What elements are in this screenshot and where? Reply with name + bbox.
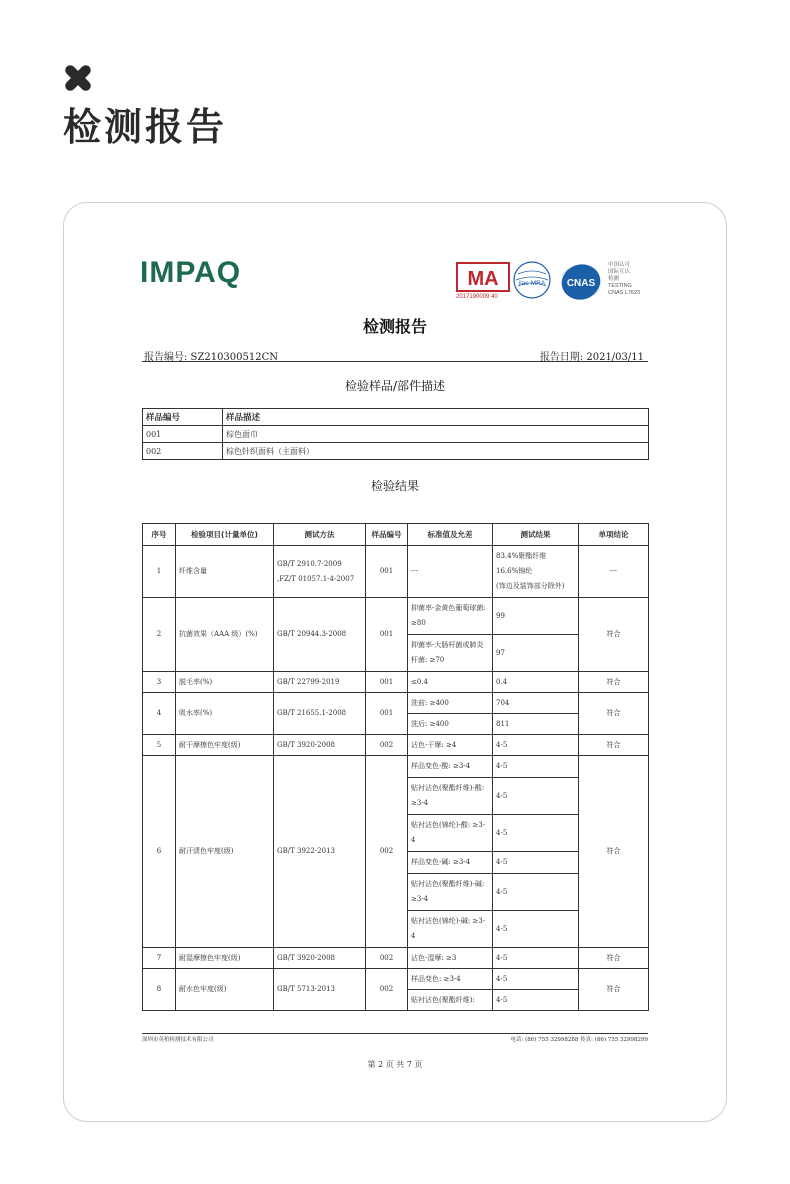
cnas-logo (560, 262, 602, 302)
table-cell: 棕色针织面料（主面料） (223, 443, 649, 460)
row-number: 7 (143, 948, 176, 969)
test-item: 耐汗渍色牢度(级) (176, 756, 274, 948)
test-result: 4-5 (493, 756, 579, 778)
test-result: 99 (493, 598, 579, 635)
page-title: 检测报告 (63, 105, 228, 149)
ilac-mra-logo (512, 260, 552, 300)
table-row (143, 948, 649, 969)
test-result: 4-5 (493, 969, 579, 990)
standard-value: 洗前: ≥400 (408, 693, 493, 714)
sample-number: 001 (366, 546, 408, 598)
conclusion: 符合 (579, 693, 649, 735)
result-section-title: 检验结果 (370, 479, 419, 493)
standard-value: --- (408, 546, 493, 598)
test-result (493, 546, 579, 598)
row-number: 1 (143, 546, 176, 598)
conclusion: 符合 (579, 735, 649, 756)
table-row (143, 969, 649, 990)
row-number: 6 (143, 756, 176, 948)
sample-number: 002 (366, 756, 408, 948)
test-result: 4-5 (493, 911, 579, 948)
report-date: 报告日期: 2021/03/11 (539, 352, 644, 363)
table-header: 序号 (143, 524, 176, 546)
table-row (143, 598, 649, 635)
table-row (143, 672, 649, 693)
test-result: 4-5 (493, 874, 579, 911)
test-result: 704 (493, 693, 579, 714)
conclusion: 符合 (579, 969, 649, 1011)
result-line: 16.6%锦纶 (496, 567, 533, 575)
cma-logo (456, 260, 510, 294)
row-number: 5 (143, 735, 176, 756)
test-item: 吸水率(%) (176, 693, 274, 735)
table-row (143, 426, 649, 443)
document-title: 检测报告 (362, 317, 427, 336)
conclusion: 符合 (579, 598, 649, 672)
standard-value: 贴衬沾色(锦纶)-酸: ≥3-4 (408, 815, 493, 852)
test-method: GB/T 22799-2019 (274, 672, 366, 693)
sample-number: 001 (366, 693, 408, 735)
report-number: 报告编号: SZ210300512CN (144, 352, 279, 363)
row-number: 4 (143, 693, 176, 735)
cma-label: MA (467, 268, 499, 290)
test-result: 4-5 (493, 778, 579, 815)
table-header-row (143, 524, 649, 546)
report-info-line (142, 347, 648, 362)
table-header: 样品描述 (223, 409, 649, 426)
test-method: GB/T 3920-2008 (274, 948, 366, 969)
table-row (143, 693, 649, 714)
sample-table (142, 408, 649, 460)
footer-contact: 电话: (86) 755 32998288 传真: (86) 755 32998299 (510, 1037, 648, 1043)
test-method: GB/T 21655.1-2008 (274, 693, 366, 735)
test-item: 耐水色牢度(级) (176, 969, 274, 1011)
standard-value: 贴衬沾色(聚酯纤维)-酸: ≥3-4 (408, 778, 493, 815)
test-result: 4-5 (493, 948, 579, 969)
standard-value: 样品变色-酸: ≥3-4 (408, 756, 493, 778)
close-x-icon (64, 64, 92, 92)
table-header: 检验项目(计量单位) (176, 524, 274, 546)
table-row (143, 735, 649, 756)
table-header: 样品编号 (366, 524, 408, 546)
sample-number: 001 (366, 672, 408, 693)
table-cell: 002 (143, 443, 223, 460)
conclusion: --- (579, 546, 649, 598)
table-header: 样品编号 (143, 409, 223, 426)
standard-value: ≤0.4 (408, 672, 493, 693)
standard-value: 沾色-湿摩: ≥3 (408, 948, 493, 969)
conclusion: 符合 (579, 948, 649, 969)
test-item: 耐干摩擦色牢度(级) (176, 735, 274, 756)
test-item: 抗菌效果（AAA 级）(%) (176, 598, 274, 672)
page-number: 第 2 页 共 7 页 (367, 1060, 423, 1069)
test-result: 0.4 (493, 672, 579, 693)
result-table (142, 523, 649, 1011)
standard-value: 洗后: ≥400 (408, 714, 493, 735)
test-result: 97 (493, 635, 579, 672)
ilac-label: ilac-MRA (518, 280, 546, 287)
table-header: 标准值及允差 (408, 524, 493, 546)
standard-value: 贴衬沾色(聚酯纤维)-碱: ≥3-4 (408, 874, 493, 911)
sample-number: 002 (366, 969, 408, 1011)
test-method: GB/T 2910.7-2009 ,FZ/T 01057.1-4-2007 (274, 546, 366, 598)
row-number: 2 (143, 598, 176, 672)
sample-number: 002 (366, 948, 408, 969)
result-line: 83.4%聚酯纤维 (496, 552, 547, 560)
test-item: 耐湿摩擦色牢度(级) (176, 948, 274, 969)
sample-number: 001 (366, 598, 408, 672)
standard-value: 沾色-干摩: ≥4 (408, 735, 493, 756)
table-row (143, 756, 649, 778)
test-method: GB/T 20944.3-2008 (274, 598, 366, 672)
cnas-text: 中国认可 国际互认 检测 TESTING CNAS L7623 (608, 262, 641, 296)
certification-logos (456, 258, 656, 306)
test-method: GB/T 5713-2013 (274, 969, 366, 1011)
standard-value: 贴衬沾色(锦纶)-碱: ≥3-4 (408, 911, 493, 948)
standard-value: 抑菌率-大肠杆菌或肺炎杆菌: ≥70 (408, 635, 493, 672)
test-item: 脱毛率(%) (176, 672, 274, 693)
table-header: 测试结果 (493, 524, 579, 546)
test-method: GB/T 3920-2008 (274, 735, 366, 756)
cma-number: 2017190009 40 (456, 294, 498, 300)
standard-value: 样品变色-碱: ≥3-4 (408, 852, 493, 874)
conclusion: 符合 (579, 672, 649, 693)
test-result: 4-5 (493, 990, 579, 1011)
conclusion: 符合 (579, 756, 649, 948)
row-number: 3 (143, 672, 176, 693)
standard-value: 抑菌率-金黄色葡萄球菌: ≥80 (408, 598, 493, 635)
table-header: 测试方法 (274, 524, 366, 546)
standard-value: 贴衬沾色(聚酯纤维): (408, 990, 493, 1011)
footer-divider (142, 1033, 648, 1034)
row-number: 8 (143, 969, 176, 1011)
table-cell: 001 (143, 426, 223, 443)
test-result: 811 (493, 714, 579, 735)
table-row (143, 443, 649, 460)
standard-value: 样品变色: ≥3-4 (408, 969, 493, 990)
test-result: 4-5 (493, 735, 579, 756)
table-row (143, 546, 649, 598)
cnas-label: CNAS (566, 278, 596, 289)
table-header: 单项结论 (579, 524, 649, 546)
test-result: 4-5 (493, 815, 579, 852)
test-item: 纤维含量 (176, 546, 274, 598)
test-result: 4-5 (493, 852, 579, 874)
sample-number: 002 (366, 735, 408, 756)
table-header-row (143, 409, 649, 426)
result-line: (饰边及装饰部分除外) (496, 582, 565, 590)
impaq-logo: IMPAQ (140, 256, 242, 289)
table-cell: 棕色面巾 (223, 426, 649, 443)
footer-company: 深圳市英柏检测技术有限公司 (142, 1037, 214, 1043)
sample-section-title: 检验样品/部件描述 (344, 379, 446, 393)
test-method: GB/T 3922-2013 (274, 756, 366, 948)
